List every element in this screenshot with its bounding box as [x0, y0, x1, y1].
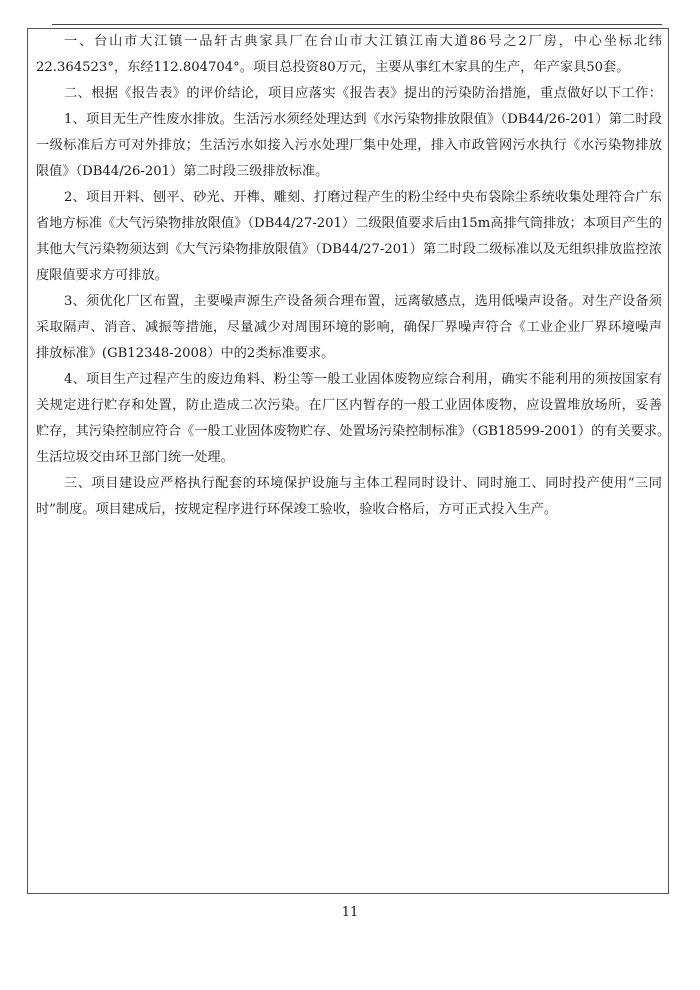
paragraph-line: 关规定进行贮存和处置，防止造成二次污染。在厂区内暂存的一般工业固体废物，应设置堆放场所，妥善: [36, 398, 662, 413]
paragraph-line: 省地方标准《大气污染物排放限值》（DB44/27-201）二级限值要求后由15m高排气筒排放；本项目产生的: [36, 216, 662, 231]
paragraph-line: 1、项目无生产性废水排放。生活污水须经处理达到《水污染物排放限值》（DB44/26-201）第二时段: [64, 112, 662, 127]
paragraph-line: 采取隔声、消音、减振等措施，尽量减少对周围环境的影响，确保厂界噪声符合《工业企业厂界环境噪声: [36, 320, 662, 335]
paragraph-line: 二、根据《报告表》的评价结论，项目应落实《报告表》提出的污染防治措施，重点做好以下工作：: [64, 86, 662, 101]
paragraph-line: 贮存，其污染控制应符合《一般工业固体废物贮存、处置场污染控制标准》（GB18599-2001）的有关要求。: [36, 424, 671, 439]
paragraph-line: 其他大气污染物须达到《大气污染物排放限值》（DB44/27-201）第二时段二级标准以及无组织排放监控浓: [36, 242, 662, 257]
page-number: 11: [341, 905, 359, 920]
content-box: [27, 28, 669, 894]
paragraph-line: 生活垃圾交由环卫部门统一处理。: [36, 450, 234, 465]
paragraph-line: 2、项目开料、刨平、砂光、开榫、雕刻、打磨过程产生的粉尘经中央布袋除尘系统收集处理符合广东: [64, 190, 662, 205]
paragraph-line: 时”制度。项目建成后，按规定程序进行环保竣工验收，验收合格后，方可正式投入生产。: [36, 502, 558, 517]
paragraph-line: 一级标准后方可对外排放；生活污水如接入污水处理厂集中处理，排入市政管网污水执行《水污染物排放: [36, 138, 662, 153]
paragraph-line: 4、项目生产过程产生的废边角料、粉尘等一般工业固体废物应综合利用，确实不能利用的须按国家有: [64, 372, 662, 387]
header-rule: [52, 24, 662, 25]
paragraph-line: 3、须优化厂区布置，主要噪声源生产设备须合理布置，远离敏感点，选用低噪声设备。对生产设备须: [64, 294, 662, 309]
paragraph-line: 一、台山市大江镇一品轩古典家具厂在台山市大江镇江南大道86号之2厂房，中心坐标北纬: [64, 34, 662, 49]
paragraph-line: 度限值要求方可排放。: [36, 268, 168, 283]
paragraph-line: 22.364523°，东经112.804704°。项目总投资80万元，主要从事红木家具的生产，年产家具50套。: [36, 60, 630, 75]
paragraph-line: 限值》（DB44/26-201）第二时段三级排放标准。: [36, 164, 329, 179]
paragraph-line: 三、项目建设应严格执行配套的环境保护设施与主体工程同时设计、同时施工、同时投产使用“三同: [64, 476, 662, 491]
paragraph-line: 排放标准》(GB12348-2008）中的2类标准要求。: [36, 346, 335, 361]
